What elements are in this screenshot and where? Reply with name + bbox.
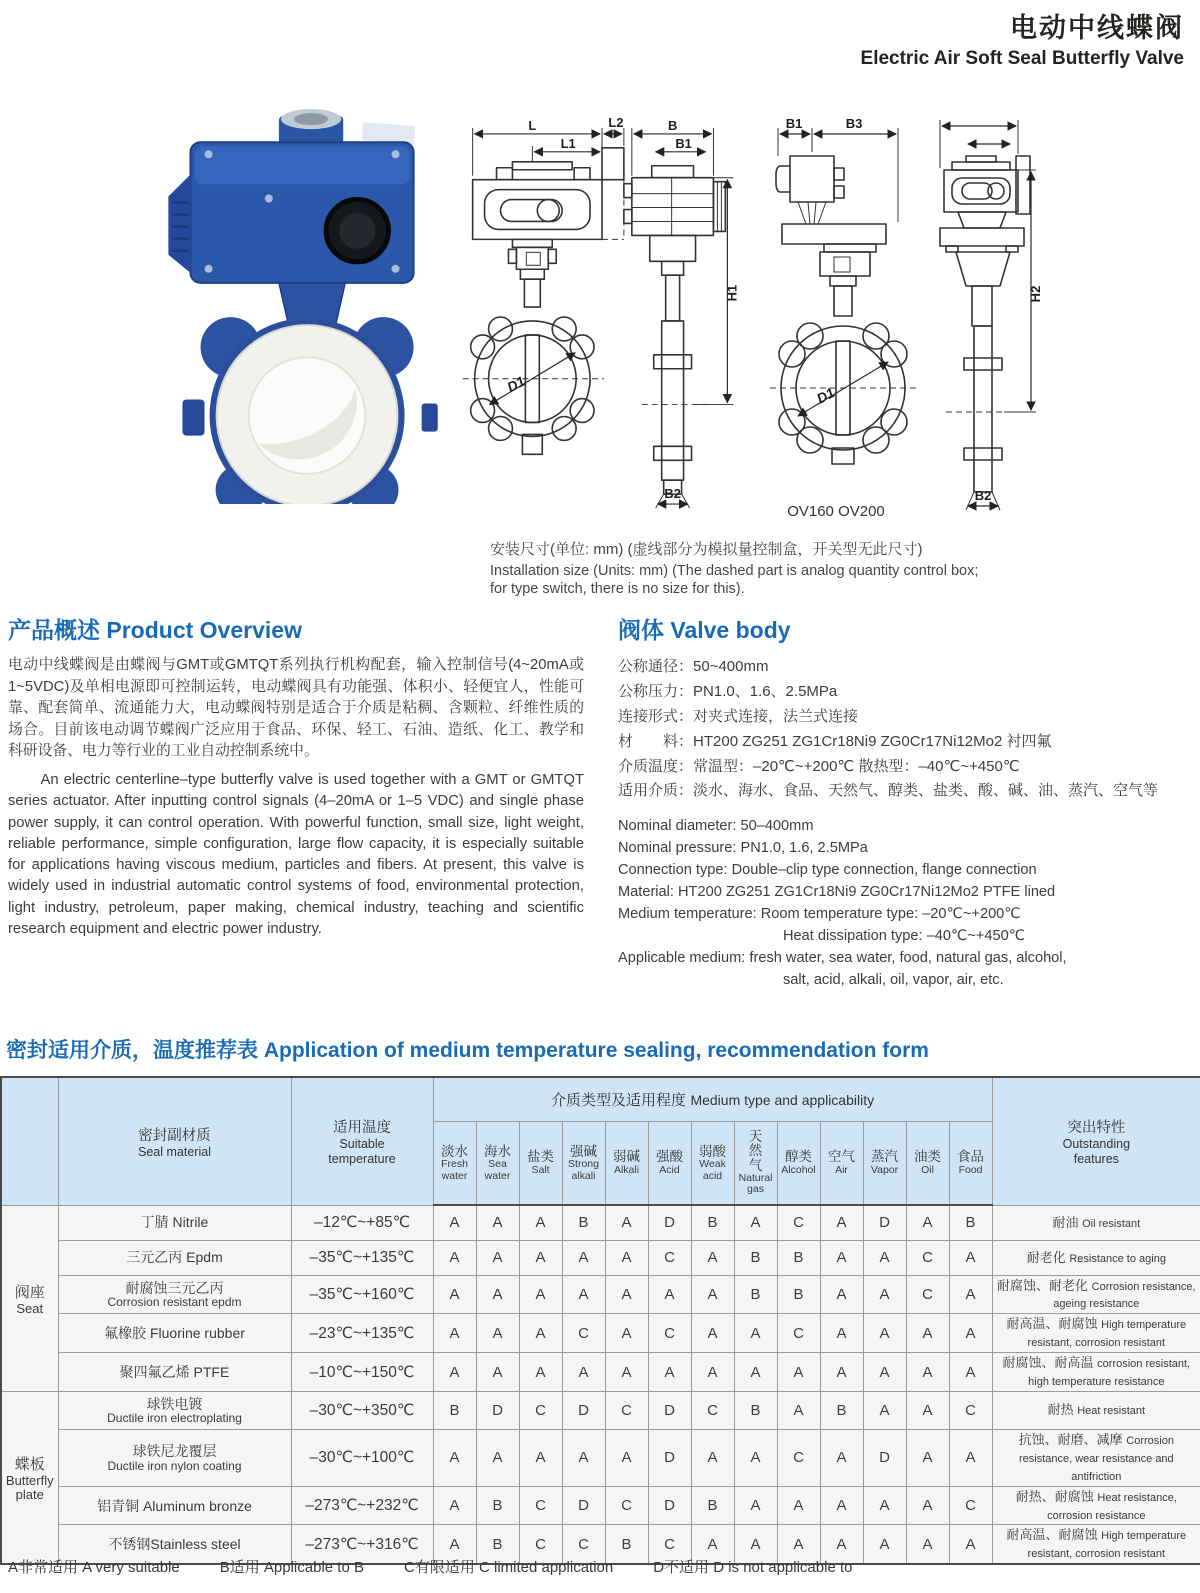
table-title-en: Application of medium temperature sealing, recommendation form bbox=[263, 1039, 929, 1062]
temperature-cell: –273℃~+316℃ bbox=[291, 1525, 433, 1564]
valve-body-section bbox=[618, 612, 1192, 991]
medium-band-header-en: Medium type and applicability bbox=[690, 1091, 875, 1108]
suitable-temperature-header-en: Suitable temperature bbox=[328, 1137, 396, 1166]
rating-cell: B bbox=[777, 1240, 820, 1275]
rating-cell: C bbox=[777, 1205, 820, 1240]
rating-cell: A bbox=[863, 1240, 906, 1275]
overview-paragraph-zh: 电动中线蝶阀是由蝶阀与GMT或GMTQT系列执行机构配套，输入控制信号(4~20mA或1~5VDC)及单相电源即可控制运转，电动蝶阀具有功能强、体积小、轻便宜人，性能可靠、配套简单、流通能力大，电动蝶阀特别是适合于介质是粘稠、含颗粒、纤维性质的场合。目前该电动调节蝶阀广泛应用于食品、环保、轻工、石油、造纸、化工、教学和科研设备、电力等行业的工业自动控制系统中。 bbox=[8, 657, 584, 760]
content-columns bbox=[8, 612, 1192, 991]
dim-label-B2-ov: B2 bbox=[974, 488, 992, 503]
rating-cell: A bbox=[433, 1240, 476, 1275]
seal-applicability-table bbox=[0, 1076, 1200, 1565]
rating-cell: A bbox=[949, 1525, 992, 1564]
group-cell: 蝶板 Butterfly plate bbox=[1, 1391, 58, 1564]
rating-cell: B bbox=[949, 1205, 992, 1240]
table-row bbox=[1, 1314, 1200, 1353]
feature-cell: 耐高温、耐腐蚀 High temperature resistant, corrosion resistant bbox=[992, 1314, 1200, 1353]
material-cell: 耐腐蚀三元乙丙 Corrosion resistant epdm bbox=[58, 1275, 291, 1314]
spec-line-en: Material: HT200 ZG251 ZG1Cr18Ni9 ZG0Cr17Ni12Mo2 PTFE lined bbox=[618, 884, 1056, 901]
rating-cell: A bbox=[476, 1314, 519, 1353]
temperature-cell: –35℃~+135℃ bbox=[291, 1240, 433, 1275]
rating-cell: C bbox=[648, 1240, 691, 1275]
table-row bbox=[1, 1275, 1200, 1314]
material-cell: 球铁电镀 Ductile iron electroplating bbox=[58, 1391, 291, 1429]
rating-cell: D bbox=[863, 1205, 906, 1240]
rating-cell: B bbox=[820, 1391, 863, 1429]
valve-illustration bbox=[182, 283, 437, 504]
rating-cell: A bbox=[820, 1486, 863, 1525]
rating-cell: B bbox=[734, 1391, 777, 1429]
dim-label-H2: H2 bbox=[1028, 285, 1043, 303]
dim-label-D1-front: D1 bbox=[504, 372, 528, 396]
spec-line-zh: 适用介质： 淡水、海水、食品、天然气、醇类、盐类、酸、碱、油、蒸汽、空气等 bbox=[618, 782, 1159, 800]
table-row bbox=[1, 1429, 1200, 1486]
rating-cell: A bbox=[691, 1275, 734, 1314]
features-header-en: Outstanding features bbox=[1062, 1137, 1131, 1166]
media-col-header: 强碱 Strong alkali bbox=[562, 1121, 605, 1205]
rating-cell: A bbox=[820, 1205, 863, 1240]
rating-cell: A bbox=[519, 1240, 562, 1275]
rating-cell: A bbox=[734, 1525, 777, 1564]
dim-label-B1-ov: B1 bbox=[785, 116, 803, 131]
table-title bbox=[0, 1034, 1200, 1064]
seal-material-header-en: Seal material bbox=[138, 1144, 211, 1159]
rating-cell: A bbox=[476, 1353, 519, 1392]
spec-line-zh: 公称通径： 50~400mm bbox=[618, 658, 769, 675]
material-cell: 球铁尼龙覆层 Ductile iron nylon coating bbox=[58, 1429, 291, 1486]
dim-label-H1: H1 bbox=[724, 284, 740, 302]
section-heading-product-overview bbox=[8, 612, 584, 645]
spec-line-zh: 公称压力： PN1.0、1.6、2.5MPa bbox=[618, 682, 838, 700]
dim-label-B3: B3 bbox=[845, 116, 863, 131]
rating-cell: A bbox=[605, 1240, 648, 1275]
media-col-header: 弱碱 Alkali bbox=[605, 1121, 648, 1205]
temperature-cell: –35℃~+160℃ bbox=[291, 1275, 433, 1314]
rating-cell: A bbox=[863, 1353, 906, 1392]
rating-cell: A bbox=[433, 1486, 476, 1525]
rating-cell: B bbox=[476, 1525, 519, 1564]
rating-cell: A bbox=[734, 1353, 777, 1392]
rating-cell: B bbox=[691, 1486, 734, 1525]
rating-cell: A bbox=[820, 1240, 863, 1275]
actuator-illustration bbox=[168, 109, 415, 283]
rating-cell: B bbox=[433, 1391, 476, 1429]
rating-cell: C bbox=[648, 1314, 691, 1353]
media-col-header: 食品 Food bbox=[949, 1121, 992, 1205]
media-col-header: 醇类 Alcohol bbox=[777, 1121, 820, 1205]
media-col-header: 天然气 Natural gas bbox=[734, 1121, 777, 1205]
spec-line-en: Connection type: Double–clip type connection, flange connection bbox=[618, 862, 1037, 879]
features-header bbox=[992, 1077, 1200, 1205]
rating-cell: A bbox=[820, 1525, 863, 1564]
dim-label-B: B bbox=[667, 118, 678, 133]
valve-body-specs-zh bbox=[618, 655, 1192, 804]
rating-legend bbox=[8, 1556, 1192, 1577]
rating-cell: A bbox=[562, 1240, 605, 1275]
media-col-header: 空气 Air bbox=[820, 1121, 863, 1205]
product-photo bbox=[128, 102, 460, 504]
rating-cell: A bbox=[906, 1205, 949, 1240]
rating-cell: C bbox=[777, 1314, 820, 1353]
rating-cell: D bbox=[648, 1486, 691, 1525]
spec-line-en: Medium temperature: Room temperature type: –20℃~+200℃ bbox=[618, 905, 1021, 922]
legend-item: C有限适用 C limited application bbox=[403, 1559, 614, 1576]
rating-cell: C bbox=[906, 1275, 949, 1314]
dim-label-B2-a: B2 bbox=[664, 486, 681, 502]
dim-label-B1: B1 bbox=[675, 135, 692, 151]
feature-cell: 耐热 Heat resistant bbox=[992, 1391, 1200, 1429]
media-col-header: 油类 Oil bbox=[906, 1121, 949, 1205]
material-cell: 聚四氟乙烯 PTFE bbox=[58, 1353, 291, 1392]
rating-cell: A bbox=[949, 1240, 992, 1275]
rating-cell: B bbox=[734, 1275, 777, 1314]
legend-item: B适用 Applicable to B bbox=[219, 1559, 364, 1576]
rating-cell: A bbox=[605, 1429, 648, 1486]
spec-line-en: Applicable medium: fresh water, sea water, food, natural gas, alcohol, bbox=[618, 949, 1067, 966]
dim-label-L1: L1 bbox=[560, 135, 576, 151]
rating-cell: A bbox=[906, 1391, 949, 1429]
rating-cell: A bbox=[777, 1391, 820, 1429]
rating-cell: C bbox=[949, 1391, 992, 1429]
rating-cell: A bbox=[433, 1353, 476, 1392]
rating-cell: B bbox=[691, 1205, 734, 1240]
overview-heading-en: Product Overview bbox=[106, 617, 302, 643]
media-col-header: 强酸 Acid bbox=[648, 1121, 691, 1205]
dim-label-L2: L2 bbox=[608, 118, 624, 130]
rating-cell: A bbox=[476, 1205, 519, 1240]
rating-cell: A bbox=[519, 1314, 562, 1353]
page-header bbox=[861, 6, 1184, 70]
media-col-header: 淡水 Fresh water bbox=[433, 1121, 476, 1205]
rating-cell: A bbox=[605, 1314, 648, 1353]
rating-cell: A bbox=[820, 1353, 863, 1392]
temperature-cell: –30℃~+350℃ bbox=[291, 1391, 433, 1429]
rating-cell: A bbox=[519, 1429, 562, 1486]
rating-cell: D bbox=[648, 1205, 691, 1240]
rating-cell: A bbox=[863, 1486, 906, 1525]
seal-material-header bbox=[58, 1077, 291, 1205]
media-col-header: 海水 Sea water bbox=[476, 1121, 519, 1205]
rating-cell: A bbox=[519, 1275, 562, 1314]
feature-cell: 抗蚀、耐磨、减摩 Corrosion resistance, wear resistance and antifriction bbox=[992, 1429, 1200, 1486]
seal-table-body bbox=[1, 1205, 1200, 1564]
rating-cell: A bbox=[777, 1525, 820, 1564]
rating-cell: C bbox=[519, 1391, 562, 1429]
rating-cell: D bbox=[648, 1391, 691, 1429]
feature-cell: 耐腐蚀、耐高温 corrosion resistant, high temperature resistance bbox=[992, 1353, 1200, 1392]
rating-cell: D bbox=[562, 1486, 605, 1525]
material-cell: 丁腈 Nitrile bbox=[58, 1205, 291, 1240]
rating-cell: A bbox=[734, 1205, 777, 1240]
rating-cell: A bbox=[734, 1486, 777, 1525]
spec-line-zh: 材 料： HT200 ZG251 ZG1Cr18Ni9 ZG0Cr17Ni12Mo2 衬四氟 bbox=[618, 732, 1052, 750]
installation-caption-en-1: Installation size (Units: mm) (The dashed part is analog quantity control box; bbox=[490, 563, 979, 579]
rating-cell: A bbox=[863, 1314, 906, 1353]
rating-cell: C bbox=[519, 1486, 562, 1525]
rating-cell: A bbox=[734, 1314, 777, 1353]
rating-cell: D bbox=[863, 1429, 906, 1486]
material-cell: 不锈钢Stainless steel bbox=[58, 1525, 291, 1564]
rating-cell: A bbox=[519, 1353, 562, 1392]
rating-cell: A bbox=[562, 1275, 605, 1314]
medium-band-header bbox=[433, 1077, 992, 1121]
feature-cell: 耐腐蚀、耐老化 Corrosion resistance, ageing resistance bbox=[992, 1275, 1200, 1314]
rating-cell: A bbox=[863, 1275, 906, 1314]
rating-cell: A bbox=[476, 1275, 519, 1314]
rating-cell: C bbox=[519, 1525, 562, 1564]
rating-cell: C bbox=[562, 1314, 605, 1353]
group-cell: 阀座 Seat bbox=[1, 1205, 58, 1391]
dim-label-D1-ov: D1 bbox=[813, 384, 838, 407]
rating-cell: A bbox=[605, 1205, 648, 1240]
rating-cell: A bbox=[562, 1353, 605, 1392]
section-heading-valve-body bbox=[618, 612, 1192, 645]
rating-cell: B bbox=[734, 1240, 777, 1275]
spec-line-en: salt, acid, alkali, oil, vapor, air, etc. bbox=[783, 971, 1004, 988]
rating-cell: C bbox=[562, 1525, 605, 1564]
rating-cell: A bbox=[605, 1275, 648, 1314]
legend-item: A非常适用 A very suitable bbox=[8, 1559, 180, 1576]
rating-cell: D bbox=[562, 1391, 605, 1429]
material-cell: 三元乙丙 Epdm bbox=[58, 1240, 291, 1275]
rating-cell: A bbox=[906, 1525, 949, 1564]
table-row bbox=[1, 1391, 1200, 1429]
table-row bbox=[1, 1353, 1200, 1392]
rating-cell: B bbox=[777, 1275, 820, 1314]
feature-cell: 耐高温、耐腐蚀 High temperature resistant, corrosion resistant bbox=[992, 1525, 1200, 1564]
rating-cell: C bbox=[605, 1486, 648, 1525]
rating-cell: A bbox=[691, 1314, 734, 1353]
rating-cell: A bbox=[863, 1391, 906, 1429]
rating-cell: C bbox=[906, 1240, 949, 1275]
material-cell: 氟橡胶 Fluorine rubber bbox=[58, 1314, 291, 1353]
rating-cell: A bbox=[648, 1353, 691, 1392]
feature-cell: 耐油 Oil resistant bbox=[992, 1205, 1200, 1240]
media-col-header: 蒸汽 Vapor bbox=[863, 1121, 906, 1205]
rating-cell: A bbox=[820, 1314, 863, 1353]
table-title-zh: 密封适用介质，温度推荐表 bbox=[6, 1039, 258, 1062]
rating-cell: A bbox=[433, 1314, 476, 1353]
media-row bbox=[0, 90, 1200, 600]
sealing-table-section bbox=[0, 1034, 1200, 1565]
rating-cell: A bbox=[820, 1275, 863, 1314]
valve-body-heading-en: Valve body bbox=[670, 617, 791, 643]
rating-cell: A bbox=[906, 1429, 949, 1486]
rating-cell: A bbox=[433, 1205, 476, 1240]
media-col-header: 弱酸 Weak acid bbox=[691, 1121, 734, 1205]
temperature-cell: –30℃~+100℃ bbox=[291, 1429, 433, 1486]
media-col-header: 盐类 Salt bbox=[519, 1121, 562, 1205]
rating-cell: C bbox=[648, 1525, 691, 1564]
temperature-cell: –273℃~+232℃ bbox=[291, 1486, 433, 1525]
installation-caption-en-2: for type switch, there is no size for this). bbox=[490, 581, 745, 598]
dim-label-L: L bbox=[528, 118, 537, 133]
rating-cell: A bbox=[906, 1353, 949, 1392]
rating-cell: A bbox=[476, 1240, 519, 1275]
table-row bbox=[1, 1240, 1200, 1275]
rating-cell: A bbox=[820, 1429, 863, 1486]
page-title-en: Electric Air Soft Seal Butterfly Valve bbox=[860, 48, 1184, 69]
legend-item: D不适用 D is not applicable to bbox=[653, 1559, 853, 1576]
rating-cell: B bbox=[476, 1486, 519, 1525]
rating-cell: B bbox=[605, 1525, 648, 1564]
rating-cell: A bbox=[949, 1275, 992, 1314]
technical-drawing-wafer-pair bbox=[456, 118, 744, 516]
feature-cell: 耐热、耐腐蚀 Heat resistance, corrosion resistance bbox=[992, 1486, 1200, 1525]
valve-body-specs-en bbox=[618, 816, 1192, 991]
medium-band-header-zh: 介质类型及适用程度 bbox=[550, 1091, 686, 1109]
feature-cell: 耐老化 Resistance to aging bbox=[992, 1240, 1200, 1275]
rating-cell: C bbox=[691, 1391, 734, 1429]
rating-cell: A bbox=[691, 1353, 734, 1392]
model-caption: OV160 OV200 bbox=[787, 503, 885, 520]
rating-cell: C bbox=[777, 1429, 820, 1486]
suitable-temperature-header-zh: 适用温度 bbox=[333, 1120, 391, 1137]
rating-cell: A bbox=[906, 1314, 949, 1353]
rating-cell: C bbox=[605, 1391, 648, 1429]
temperature-cell: –12℃~+85℃ bbox=[291, 1205, 433, 1240]
installation-caption bbox=[490, 538, 1090, 598]
installation-caption-zh: 安装尺寸(单位: mm) (虚线部分为模拟量控制盒，开关型无此尺寸) bbox=[490, 541, 923, 558]
table-row bbox=[1, 1205, 1200, 1240]
rating-cell: A bbox=[949, 1429, 992, 1486]
rating-cell: A bbox=[734, 1429, 777, 1486]
table-row bbox=[1, 1486, 1200, 1525]
rating-cell: A bbox=[433, 1275, 476, 1314]
rating-cell: B bbox=[562, 1205, 605, 1240]
technical-drawing-ov-pair bbox=[748, 112, 1044, 524]
rating-cell: A bbox=[777, 1353, 820, 1392]
temperature-cell: –10℃~+150℃ bbox=[291, 1353, 433, 1392]
spec-line-zh: 介质温度： 常温型：–20℃~+200℃ 散热型：–40℃~+450℃ bbox=[618, 757, 1020, 775]
rating-cell: A bbox=[691, 1525, 734, 1564]
rating-cell: D bbox=[648, 1429, 691, 1486]
features-header-zh: 突出特性 bbox=[1067, 1120, 1126, 1137]
spec-line-en: Nominal diameter: 50–400mm bbox=[618, 818, 814, 835]
rating-cell: A bbox=[906, 1486, 949, 1525]
page-title-zh: 电动中线蝶阀 bbox=[1010, 13, 1184, 43]
rating-cell: D bbox=[476, 1391, 519, 1429]
overview-heading-zh: 产品概述 bbox=[8, 617, 100, 643]
rating-cell: A bbox=[691, 1429, 734, 1486]
rating-cell: C bbox=[949, 1486, 992, 1525]
rating-cell: A bbox=[949, 1314, 992, 1353]
product-overview-section bbox=[8, 612, 584, 991]
spec-line-en: Heat dissipation type: –40℃~+450℃ bbox=[783, 927, 1026, 944]
rating-cell: A bbox=[605, 1353, 648, 1392]
rating-cell: A bbox=[777, 1486, 820, 1525]
rating-cell: A bbox=[691, 1240, 734, 1275]
temperature-cell: –23℃~+135℃ bbox=[291, 1314, 433, 1353]
rating-cell: A bbox=[648, 1275, 691, 1314]
material-cell: 铝青铜 Aluminum bronze bbox=[58, 1486, 291, 1525]
valve-body-heading-zh: 阀体 bbox=[618, 617, 664, 643]
rating-cell: A bbox=[863, 1525, 906, 1564]
spec-line-en: Nominal pressure: PN1.0, 1.6, 2.5MPa bbox=[618, 840, 868, 857]
rating-cell: A bbox=[476, 1429, 519, 1486]
rating-cell: A bbox=[433, 1525, 476, 1564]
rating-cell: A bbox=[519, 1205, 562, 1240]
seal-material-header-zh: 密封副材质 bbox=[138, 1127, 211, 1144]
rating-cell: A bbox=[562, 1429, 605, 1486]
suitable-temperature-header bbox=[291, 1077, 433, 1205]
overview-paragraph-en: An electric centerline–type butterfly valve is used together with a GMT or GMTQT series actuator. After inputting control signals (4–20mA or 1–5 VDC) and single phase power supply, it can control operation. With powerful function, small size, light weight, reliable performance, simple configuration, large flow capacity, it is especially suitable for applications having viscous medium, particles and fibers. At present, this valve is widely used in industrial automatic control systems of food, environmental protection, light industry, petroleum, paper making, chemical industry, teaching and scientific research equipment and electric power industry. bbox=[8, 771, 584, 938]
spec-line-zh: 连接形式： 对夹式连接，法兰式连接 bbox=[618, 707, 859, 725]
rating-cell: A bbox=[433, 1429, 476, 1486]
group-column-header bbox=[1, 1077, 58, 1205]
rating-cell: A bbox=[949, 1353, 992, 1392]
